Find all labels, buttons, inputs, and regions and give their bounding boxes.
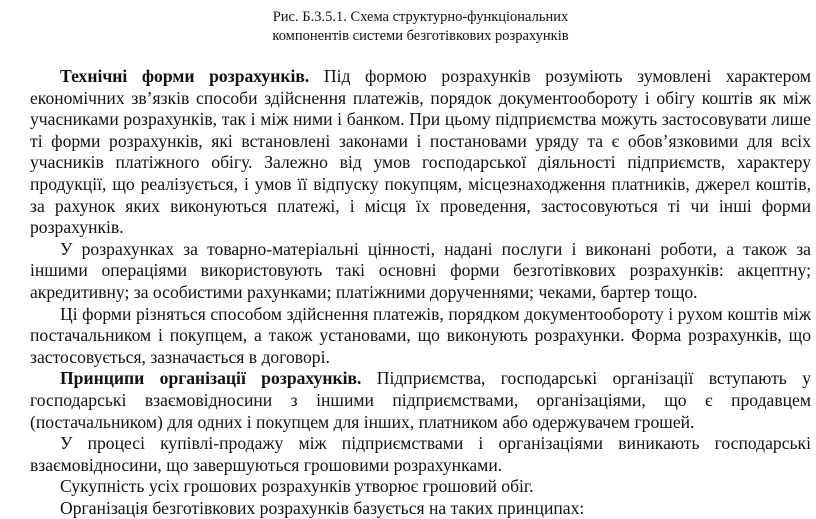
paragraph-text: Під формою розрахунків розуміють зумовлені характером економічних зв’язків способи здійснення платежів, порядок документообороту і обігу коштів як між учасниками розрахунків, так і між ними і банком. При цьому підприємства можуть застосовувати лише ті форми розрахунків, які встановлені законами і постановами уряду та є обов’язковими для всіх учасників платіжного обігу. Залежно від умов господарської діяльності підприємств, характеру продукції, що реалізується, і умов її відпуску покупцям, місцезнаходження платників, джерел коштів, за рахунок яких виконуються платежі, і місця їх проведення, застосовуються ті чи інші форми розрахунків.	[30, 66, 811, 238]
paragraph-text: Підприємства, господарські організації вступають у господарські взаємовідносини з іншими підприємствами, організаціями, що є продавцем (постачальником) для одних і покупцем для інших, платником або одержувачем грошей.	[30, 368, 811, 432]
caption-line-1: Рис. Б.3.5.1. Схема структурно-функціональних	[272, 9, 569, 25]
paragraph-heading: Технічні форми розрахунків.	[60, 66, 310, 86]
paragraph-money-turnover	[30, 476, 811, 498]
paragraph-purchase-sale	[30, 433, 811, 476]
paragraph-forms-differ	[30, 304, 811, 369]
paragraph-text: Організація безготівкових розрахунків базується на таких принципах:	[60, 497, 585, 518]
paragraph-principles	[30, 368, 811, 433]
paragraph-technical-forms	[30, 66, 811, 239]
paragraph-text: У розрахунках за товарно-матеріальні цінності, надані послуги і виконані роботи, а також за іншими операціями використовують такі основні форми безготівкових розрахунків: акцептну; акредитивну; за особистими рахунками; платіжними дорученнями; чеками, бартер тощо.	[30, 238, 811, 302]
paragraph-basic-forms	[30, 239, 811, 304]
figure-caption	[30, 8, 811, 46]
paragraph-organization-intro	[30, 498, 811, 519]
caption-line-2: компонентів системи безготівкових розрахунків	[272, 28, 569, 44]
paragraph-text: Ці форми різняться способом здійснення платежів, порядком документообороту і рухом коштів між постачальником і покупцем, а також установами, що виконують розрахунки. Форма розрахунків, що застосовується, зазначається в договорі.	[30, 303, 811, 367]
document-body	[30, 66, 811, 519]
paragraph-heading: Принципи організації розрахунків.	[60, 368, 362, 389]
paragraph-text: У процесі купівлі-продажу між підприємствами і організаціями виникають господарські взаємовідносини, що завершуються грошовими розрахунками.	[30, 433, 811, 475]
paragraph-text: Сукупність усіх грошових розрахунків утворює грошовий обіг.	[60, 476, 534, 497]
